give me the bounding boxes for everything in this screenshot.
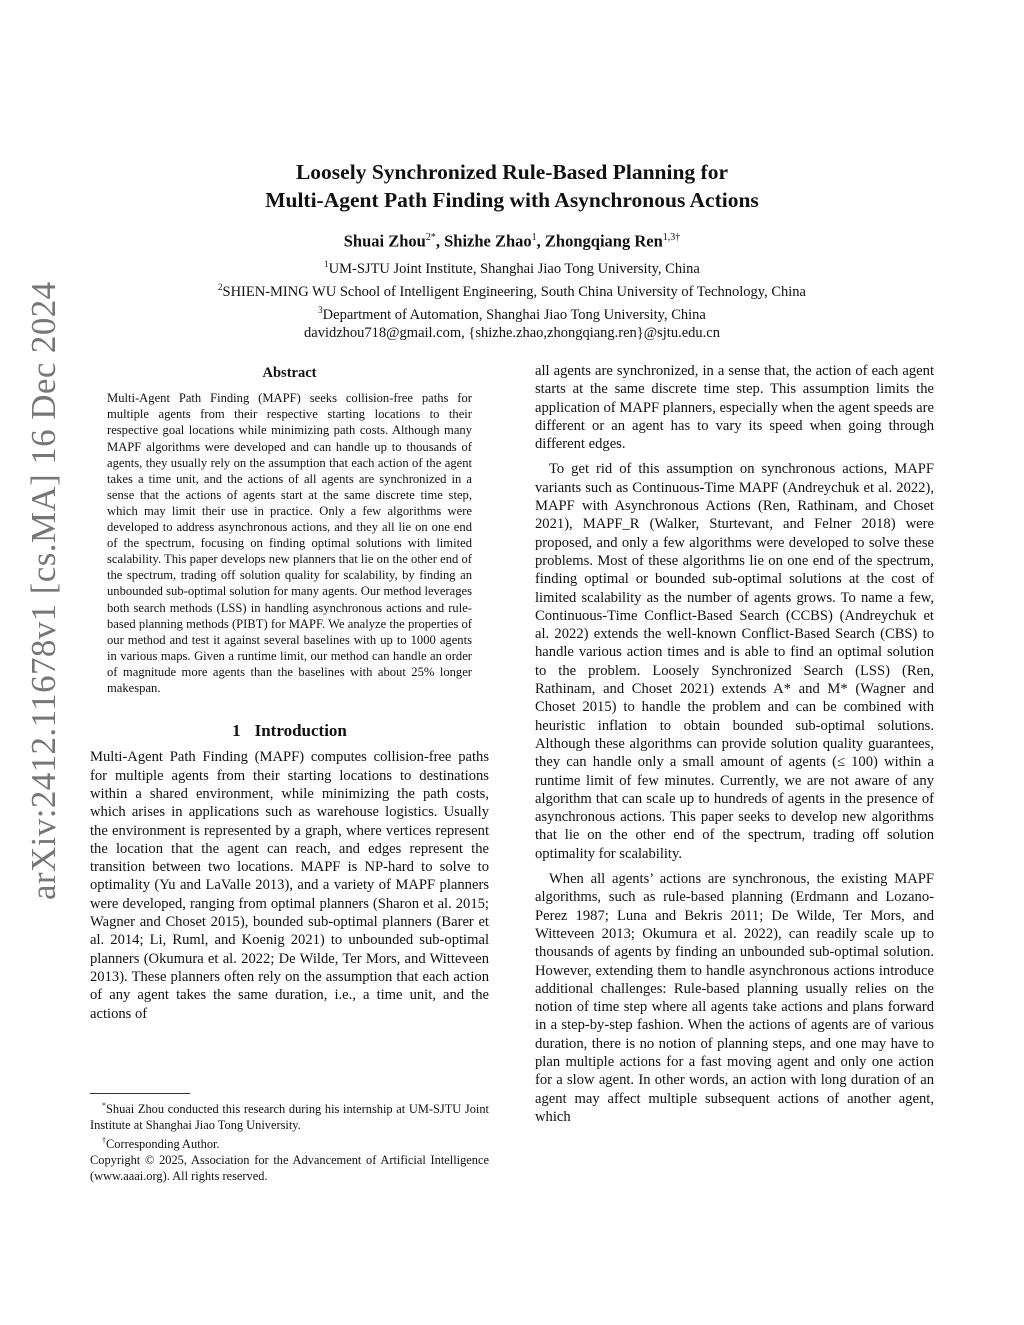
author-mark: 2* [425,232,436,243]
author-name: Shizhe Zhao [444,231,532,251]
section-heading [90,722,489,740]
title-line-1: Loosely Synchronized Rule-Based Planning for [295,160,729,184]
footnote: †Corresponding Author. [102,1136,220,1152]
author-mark: 1,3† [662,232,681,243]
intro-paragraph-3: When all agents’ actions are synchronous, the existing MAPF algorithms, such as rule-based planning (Erdmann and Lozano-Perez 1987; Luna and Bekris 2011; De Wilde, Ter Mors, and Witteveen 2013; Okumura et al. 2022), can readily scale up to thousands of agents by finding an unbounded sub-optimal solution. However, extending them to handle asynchronous actions introduce additional challenges: Rule-based planning usually relies on the notion of time step where all agents take actions and plans forward in a step-by-step fashion. When the actions of agents are of various duration, there is no notion of planning steps, and one may have to plan multiple actions for a fast moving agent and only one action for a slow agent. In other words, an action with long duration of an agent may affect multiple subsequent actions of another agent, which [535,871,934,1125]
right-column [535,362,934,1126]
affiliation: $^2$SHIEN-MING WU School of Intelligent Engineering, South China University of Technology, China [218,281,806,300]
abstract-text: Multi-Agent Path Finding (MAPF) seeks collision-free paths for multiple agents from their respective starting locations to their respective goal locations while minimizing path costs. Although many MAPF algorithms were developed and can handle up to thousands of agents, they usually rely on the assumption that each action of the agent takes a time unit, and the actions of all agents are synchronized in a sense that the actions of agents start at the same discrete time step, which may limit their use in practice. Only a few algorithms were developed to address asynchronous actions, and they all lie on one end of the spectrum, focusing on finding optimal solutions with limited scalability. This paper develops new planners that lie on the other end of the spectrum, trading off solution quality for scalability, by finding an unbounded sub-optimal solution for many agents. Our method leverages both search methods (LSS) in handling asynchronous actions and rule-based planning methods (PIBT) for MAPF. We analyze the properties of our method and test it against several baselines with up to 1000 agents in various maps. Given a runtime limit, our method can handle an order of magnitude more agents than the baselines with about 25% longer makespan. [107,391,472,695]
affiliation-list [90,255,934,343]
footnotes [90,1098,489,1184]
paper-header [90,158,934,343]
intro-paragraph-1: Multi-Agent Path Finding (MAPF) computes collision-free paths for multiple agents from their starting locations to destinations within a shared environment, while minimizing the path costs, which arises in applications such as warehouse logistics. Usually the environment is represented by a graph, where vertices represent the location that the agent can reach, and edges represent the transition between two locations. MAPF is NP-hard to solve to optimality (Yu and LaValle 2013), and a variety of MAPF planners were developed, ranging from optimal planners (Sharon et al. 2015; Wagner and Choset 2015), bounded sub-optimal planners (Barer et al. 2014; Li, Ruml, and Koenig 2021) to unbounded sub-optimal planners (Okumura et al. 2022; De Wilde, Ter Mors, and Witteveen 2013). These planners often rely on the assumption that each action of any agent takes the same duration, i.e., a time unit, and the actions of [90,749,489,1022]
arxiv-identifier: arXiv:2412.11678v1 [cs.MA] 16 Dec 2024 [24,281,63,900]
intro-paragraph-1-continued: all agents are synchronized, in a sense that, the action of each agent starts at the same discrete time step. This assumption limits the application of MAPF planners, especially when the agent speeds are different or an agent has to vary its speed when going through different edges. [535,363,934,453]
abstract-heading: Abstract [262,365,317,381]
author-name: Shuai Zhou [343,231,426,251]
left-column [90,362,489,1023]
title-line-2: Multi-Agent Path Finding with Asynchronous Actions [265,188,759,212]
author-name: Zhongqiang Ren [544,231,663,251]
section-number: 1 [232,721,241,741]
author-list: Shuai Zhou$^{2*}$, Shizhe Zhao$^1$, Zhongqiang Ren$^{1,3\dagger}$ [343,231,681,251]
section-title: Introduction [254,721,347,741]
author-mark: 1 [531,232,537,243]
intro-paragraph-2: To get rid of this assumption on synchronous actions, MAPF variants such as Continuous-Time MAPF (Andreychuk et al. 2022), MAPF with Asynchronous Actions (Ren, Rathinam, and Choset 2021), MAPF_R (Walker, Sturtevant, and Felner 2018) were proposed, and only a few algorithms were developed to solve these problems. Most of these algorithms lie on one end of the spectrum, finding optimal or bounded sub-optimal solutions at the cost of limited scalability as the number of agents grows. To name a few, Continuous-Time Conflict-Based Search (CCBS) (Andreychuk et al. 2022) extends the well-known Conflict-Based Search (CBS) to handle various action times and is able to find an optimal solution to the problem. Loosely Synchronized Search (LSS) (Ren, Rathinam, and Choset 2021) extends A* and M* (Wagner and Choset 2015) to handle the problem and can be combined with heuristic inflation to obtain bounded sub-optimal solutions. Although these algorithms can provide solution quality guarantees, they can handle only a small amount of agents (≤ 100) within a runtime limit of few minutes. Currently, we are not aware of any algorithm that can scale up to hundreds of agents in the presence of asynchronous actions. This paper seeks to develop new algorithms that lie on the other end of the spectrum, trading off solution optimality for scalability. [535,461,934,862]
author-emails: davidzhou718@gmail.com, {shizhe.zhao,zhongqiang.ren}@sjtu.edu.cn [304,325,720,342]
affiliation: $^3$Department of Automation, Shanghai Jiao Tong University, China [318,305,706,323]
copyright-notice: Copyright © 2025, Association for the Advancement of Artificial Intelligence (www.aaai.org). All rights reserved. [90,1153,489,1184]
footnote-divider [90,1093,190,1094]
footnote: *Shuai Zhou conducted this research during his internship at UM-SJTU Joint Institute at Shanghai Jiao Tong University. [90,1101,489,1133]
affiliation: $^1$UM-SJTU Joint Institute, Shanghai Jiao Tong University, China [324,258,700,277]
paper-title [90,158,934,214]
